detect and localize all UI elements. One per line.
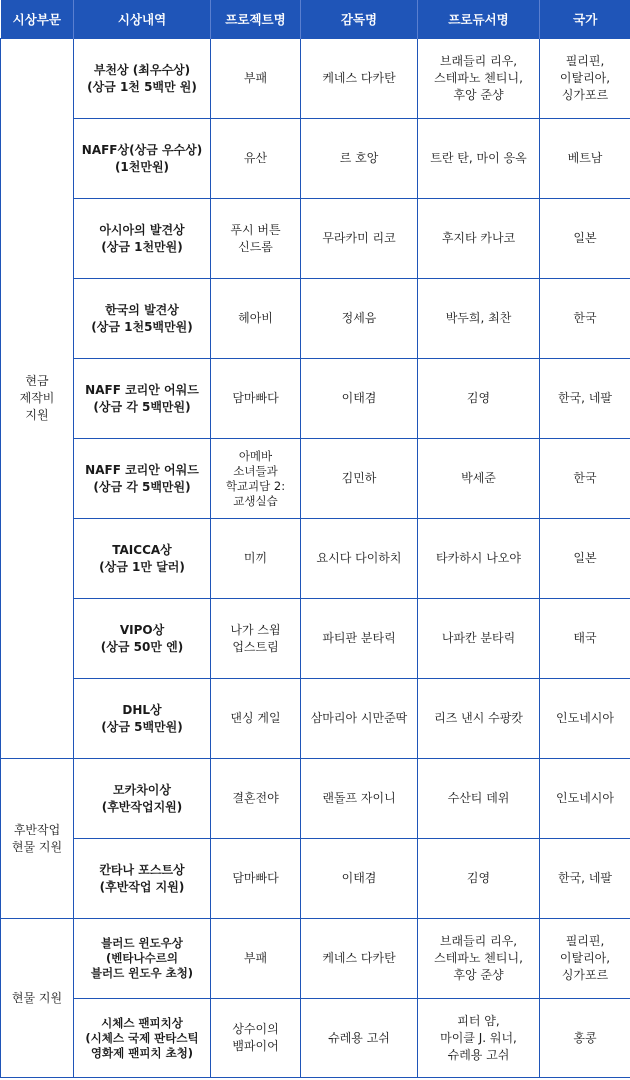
category-cell: 현물 지원 bbox=[1, 919, 74, 1078]
award-cell: 블러드 윈도우상 (벤타나수르의 블러드 윈도우 초청) bbox=[74, 919, 211, 999]
award-cell: DHL상 (상금 5백만원) bbox=[74, 679, 211, 759]
category-cell: 후반작업 현물 지원 bbox=[1, 759, 74, 919]
award-cell: 시체스 팬피치상 (시체스 국제 판타스틱 영화제 팬피치 초청) bbox=[74, 999, 211, 1078]
director-cell: 르 호앙 bbox=[301, 119, 418, 199]
project-cell: 댄싱 게일 bbox=[211, 679, 301, 759]
director-cell: 이태겸 bbox=[301, 839, 418, 919]
award-cell: NAFF상(상금 우수상) (1천만원) bbox=[74, 119, 211, 199]
award-cell: VIPO상 (상금 50만 엔) bbox=[74, 599, 211, 679]
project-cell: 부패 bbox=[211, 919, 301, 999]
table-row bbox=[1, 199, 630, 279]
director-cell: 케네스 다카탄 bbox=[301, 919, 418, 999]
award-cell: 부천상 (최우수상) (상금 1천 5백만 원) bbox=[74, 39, 211, 119]
director-cell: 무라카미 리코 bbox=[301, 199, 418, 279]
producer-cell: 박두희, 최찬 bbox=[418, 279, 540, 359]
country-cell: 한국, 네팔 bbox=[540, 359, 630, 439]
table-row bbox=[1, 919, 630, 999]
producer-cell: 김영 bbox=[418, 359, 540, 439]
producer-cell: 피터 얌, 마이클 J. 워너, 슈레용 고쉬 bbox=[418, 999, 540, 1078]
country-cell: 필리핀, 이탈리아, 싱가포르 bbox=[540, 39, 630, 119]
director-cell: 랜돌프 자이니 bbox=[301, 759, 418, 839]
producer-cell: 김영 bbox=[418, 839, 540, 919]
table-row bbox=[1, 279, 630, 359]
table-row bbox=[1, 439, 630, 519]
project-cell: 상수이의 뱀파이어 bbox=[211, 999, 301, 1078]
producer-cell: 수산티 데위 bbox=[418, 759, 540, 839]
producer-cell: 타카하시 나오야 bbox=[418, 519, 540, 599]
director-cell: 요시다 다이하치 bbox=[301, 519, 418, 599]
project-cell: 담마빠다 bbox=[211, 839, 301, 919]
table-row bbox=[1, 519, 630, 599]
award-cell: 한국의 발견상 (상금 1천5백만원) bbox=[74, 279, 211, 359]
award-cell: TAICCA상 (상금 1만 달러) bbox=[74, 519, 211, 599]
producer-cell: 브래들리 리우, 스테파노 첸티니, 후앙 준샹 bbox=[418, 919, 540, 999]
producer-cell: 브래들리 리우, 스테파노 첸티니, 후앙 준샹 bbox=[418, 39, 540, 119]
award-cell: 칸타나 포스트상 (후반작업 지원) bbox=[74, 839, 211, 919]
header-country: 국가 bbox=[540, 0, 630, 39]
country-cell: 필리핀, 이탈리아, 싱가포르 bbox=[540, 919, 630, 999]
award-cell: NAFF 코리안 어워드 (상금 각 5백만원) bbox=[74, 439, 211, 519]
director-cell: 정세음 bbox=[301, 279, 418, 359]
award-cell: 아시아의 발견상 (상금 1천만원) bbox=[74, 199, 211, 279]
country-cell: 인도네시아 bbox=[540, 759, 630, 839]
country-cell: 태국 bbox=[540, 599, 630, 679]
header-project: 프로젝트명 bbox=[211, 0, 301, 39]
table-row bbox=[1, 679, 630, 759]
producer-cell: 나파칸 분타릭 bbox=[418, 599, 540, 679]
project-cell: 미끼 bbox=[211, 519, 301, 599]
header-director: 감독명 bbox=[301, 0, 418, 39]
producer-cell: 리즈 낸시 수팡캇 bbox=[418, 679, 540, 759]
project-cell: 유산 bbox=[211, 119, 301, 199]
project-cell: 담마빠다 bbox=[211, 359, 301, 439]
country-cell: 일본 bbox=[540, 519, 630, 599]
country-cell: 인도네시아 bbox=[540, 679, 630, 759]
country-cell: 베트남 bbox=[540, 119, 630, 199]
country-cell: 한국, 네팔 bbox=[540, 839, 630, 919]
header-award: 시상내역 bbox=[74, 0, 211, 39]
producer-cell: 트란 탄, 마이 응옥 bbox=[418, 119, 540, 199]
table-header bbox=[1, 0, 630, 39]
director-cell: 케네스 다카탄 bbox=[301, 39, 418, 119]
country-cell: 한국 bbox=[540, 279, 630, 359]
header-row bbox=[1, 0, 630, 39]
table-row bbox=[1, 599, 630, 679]
producer-cell: 박세준 bbox=[418, 439, 540, 519]
header-category: 시상부문 bbox=[1, 0, 74, 39]
director-cell: 삼마리아 시만준딱 bbox=[301, 679, 418, 759]
country-cell: 일본 bbox=[540, 199, 630, 279]
table-row bbox=[1, 839, 630, 919]
table-row bbox=[1, 119, 630, 199]
project-cell: 나가 스윔 업스트림 bbox=[211, 599, 301, 679]
table-row bbox=[1, 39, 630, 119]
header-producer: 프로듀서명 bbox=[418, 0, 540, 39]
project-cell: 헤아비 bbox=[211, 279, 301, 359]
award-cell: 모카차이상 (후반작업지원) bbox=[74, 759, 211, 839]
producer-cell: 후지타 카나코 bbox=[418, 199, 540, 279]
director-cell: 이태겸 bbox=[301, 359, 418, 439]
director-cell: 슈레용 고쉬 bbox=[301, 999, 418, 1078]
project-cell: 결혼전야 bbox=[211, 759, 301, 839]
category-cell: 현금 제작비 지원 bbox=[1, 39, 74, 759]
director-cell: 파티판 분타릭 bbox=[301, 599, 418, 679]
table-row bbox=[1, 759, 630, 839]
project-cell: 아메바 소녀들과 학교괴담 2: 교생실습 bbox=[211, 439, 301, 519]
project-cell: 부패 bbox=[211, 39, 301, 119]
table-body bbox=[1, 39, 630, 1078]
table-row bbox=[1, 359, 630, 439]
country-cell: 홍콩 bbox=[540, 999, 630, 1078]
award-cell: NAFF 코리안 어워드 (상금 각 5백만원) bbox=[74, 359, 211, 439]
table-row bbox=[1, 999, 630, 1078]
director-cell: 김민하 bbox=[301, 439, 418, 519]
country-cell: 한국 bbox=[540, 439, 630, 519]
project-cell: 푸시 버튼 신드롬 bbox=[211, 199, 301, 279]
